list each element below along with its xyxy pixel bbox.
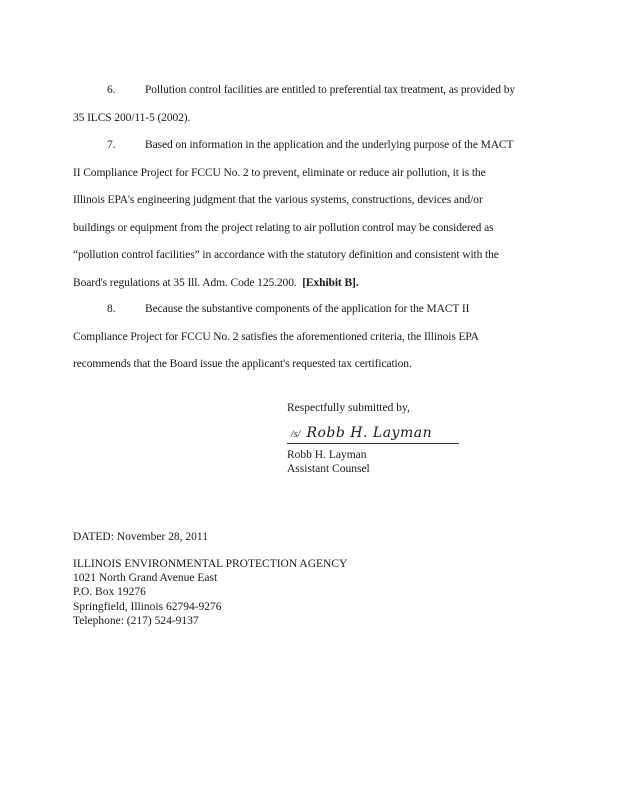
paragraph-6-number: 6. <box>107 84 116 96</box>
paragraph-7-line-3: Illinois EPA's engineering judgment that the various systems, constructions, devices and/or <box>73 194 483 207</box>
paragraph-6-line-1: 6. Pollution control facilities are entitled to preferential tax treatment, as provided by <box>73 77 543 105</box>
handwritten-signature: Robb H. Layman <box>306 425 433 441</box>
paragraph-6-line-2: 35 ILCS 200/11-5 (2002). <box>73 111 191 124</box>
paragraph-8-line-1: 8. Because the substantive components of the application for the MACT II <box>73 296 543 324</box>
address-street: 1021 North Grand Avenue East <box>73 572 218 585</box>
paragraph-7-line-5: “pollution control facilities” in accordance with the statutory definition and consistent with the <box>73 249 499 262</box>
agency-address-block <box>73 557 347 628</box>
paragraph-7-line-2: II Compliance Project for FCCU No. 2 to prevent, eliminate or reduce air pollution, it is the <box>73 166 486 179</box>
signature-line <box>287 425 459 444</box>
paragraph-7 <box>73 132 543 298</box>
agency-name: ILLINOIS ENVIRONMENTAL PROTECTION AGENCY <box>73 558 348 570</box>
signature-prefix: /s/ <box>291 429 301 440</box>
paragraph-7-number: 7. <box>107 139 116 151</box>
paragraph-7-line-6: Board's regulations at 35 Ill. Adm. Code 125.200. [Exhibit B]. <box>73 276 359 289</box>
paragraph-7-line-4: buildings or equipment from the project relating to air pollution control may be considered as <box>73 221 494 234</box>
paragraph-8-line-3: recommends that the Board issue the applicant's requested tax certification. <box>73 358 412 371</box>
signer-name: Robb H. Layman <box>287 449 367 461</box>
paragraph-6 <box>73 77 543 132</box>
signer-title: Assistant Counsel <box>287 463 370 475</box>
telephone: Telephone: (217) 524-9137 <box>73 614 199 627</box>
paragraph-8 <box>73 296 543 379</box>
paragraph-8-line-2: Compliance Project for FCCU No. 2 satisfies the aforementioned criteria, the Illinois EPA <box>73 330 479 343</box>
exhibit-reference: [Exhibit B]. <box>302 276 359 289</box>
address-po-box: P.O. Box 19276 <box>73 586 146 599</box>
paragraph-8-number: 8. <box>107 303 116 315</box>
date-line: DATED: November 28, 2011 <box>73 531 208 543</box>
salutation: Respectfully submitted by, <box>287 402 410 414</box>
address-city: Springfield, Illinois 62794-9276 <box>73 600 222 613</box>
paragraph-7-line-1: 7. Based on information in the application and the underlying purpose of the MACT <box>73 132 543 160</box>
